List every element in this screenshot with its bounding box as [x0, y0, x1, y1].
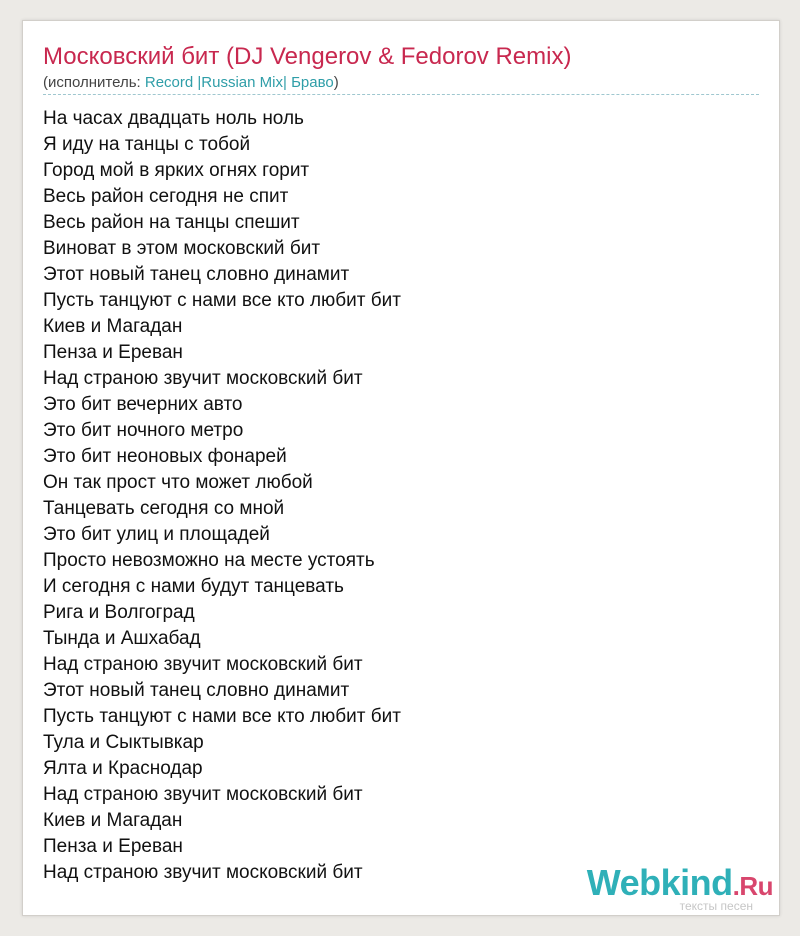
lyric-line: Рига и Волгоград — [43, 602, 195, 623]
lyric-line: Над страною звучит московский бит — [43, 654, 363, 675]
lyrics-card — [22, 20, 780, 916]
lyric-line: Я иду на танцы с тобой — [43, 134, 251, 155]
lyric-line: Это бит ночного метро — [43, 420, 244, 441]
lyrics-list — [43, 106, 401, 886]
lyric-line: Над страною звучит московский бит — [43, 784, 363, 805]
lyric-line: Ялта и Краснодар — [43, 758, 203, 779]
lyric-line: Он так прост что может любой — [43, 472, 313, 493]
artist-suffix: ) — [333, 74, 339, 91]
logo-domain: .Ru — [732, 871, 773, 901]
song-title: Московский бит (DJ Vengerov & Fedorov Remix) — [43, 43, 572, 70]
lyric-line: Киев и Магадан — [43, 316, 183, 337]
lyric-line: Весь район сегодня не спит — [43, 186, 289, 207]
artist-link-record[interactable]: Record |Russian Mix| — [144, 74, 287, 91]
lyric-line: Это бит вечерних авто — [43, 394, 243, 415]
logo-tagline: тексты песен — [679, 899, 753, 913]
lyric-line: Над страною звучит московский бит — [43, 862, 363, 883]
lyric-line: Пенза и Ереван — [43, 836, 183, 857]
lyric-line: Это бит неоновых фонарей — [43, 446, 287, 467]
artist-prefix: (исполнитель: — [43, 74, 145, 91]
lyric-line: Киев и Магадан — [43, 810, 183, 831]
divider — [43, 94, 759, 95]
lyric-line: Город мой в ярких огнях горит — [43, 160, 310, 181]
site-logo[interactable] — [587, 864, 773, 913]
lyric-line: Тула и Сыктывкар — [43, 732, 204, 753]
lyric-line: Весь район на танцы спешит — [43, 212, 300, 233]
lyric-line: Пусть танцуют с нами все кто любит бит — [43, 706, 401, 727]
lyric-line: Танцевать сегодня со мной — [43, 498, 285, 519]
lyric-line: Над страною звучит московский бит — [43, 368, 363, 389]
lyric-line: На часах двадцать ноль ноль — [43, 108, 304, 129]
artist-line — [43, 74, 339, 91]
lyric-line: Этот новый танец словно динамит — [43, 264, 350, 285]
lyric-line: И сегодня с нами будут танцевать — [43, 576, 344, 597]
lyric-line: Тында и Ашхабад — [43, 628, 201, 649]
lyric-line: Пусть танцуют с нами все кто любит бит — [43, 290, 401, 311]
lyric-line: Это бит улиц и площадей — [43, 524, 270, 545]
lyric-line: Пенза и Ереван — [43, 342, 183, 363]
lyric-line: Этот новый танец словно динамит — [43, 680, 350, 701]
artist-link-bravo[interactable]: Браво — [291, 74, 334, 91]
lyric-line: Просто невозможно на месте устоять — [43, 550, 375, 571]
logo-text: Webkind — [586, 862, 733, 903]
lyric-line: Виноват в этом московский бит — [43, 238, 321, 259]
